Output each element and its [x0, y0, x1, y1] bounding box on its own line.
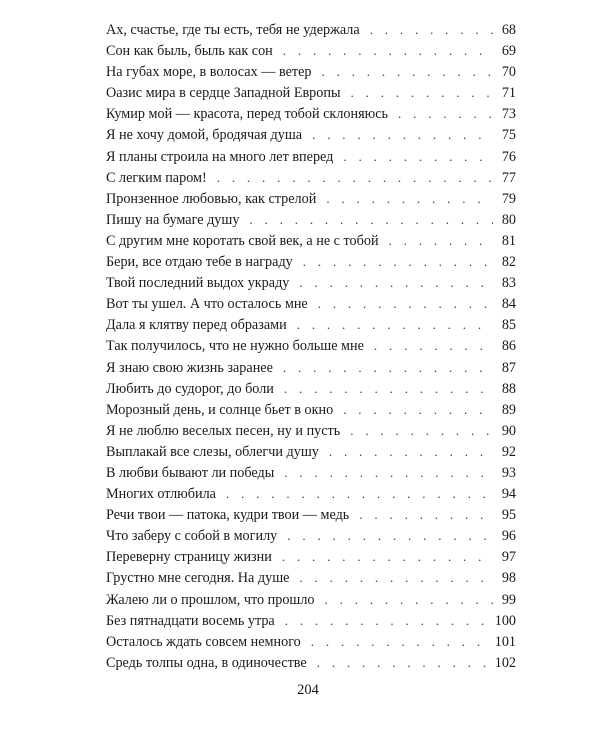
toc-entry-page: 97 [501, 549, 516, 566]
dot-leader [329, 441, 493, 462]
dot-leader [217, 167, 493, 188]
toc-entry [106, 483, 516, 504]
toc-entry [106, 504, 516, 525]
dot-leader [350, 420, 493, 441]
toc-entry-page: 79 [501, 190, 516, 207]
dot-leader [287, 525, 493, 546]
table-of-contents [106, 19, 516, 673]
toc-entry [106, 589, 516, 610]
toc-entry-page: 70 [501, 64, 516, 81]
toc-entry [106, 399, 516, 420]
toc-entry-title: Что заберу с собой в могилу [106, 528, 278, 545]
dot-leader [285, 610, 490, 631]
dot-leader [389, 230, 493, 251]
dot-leader [398, 103, 493, 124]
toc-entry [106, 631, 516, 652]
toc-entry-title: Кумир мой — красота, перед тобой склоняюсь [106, 106, 388, 123]
toc-entry-title: Многих отлюбила [106, 486, 216, 503]
toc-entry-title: Бери, все отдаю тебе в награду [106, 254, 293, 271]
toc-entry-page: 100 [494, 612, 516, 629]
toc-entry [106, 272, 516, 293]
toc-entry-title: Я не люблю веселых песен, ну и пусть [106, 422, 341, 439]
toc-entry [106, 610, 516, 631]
toc-entry-title: Переверну страницу жизни [106, 549, 272, 566]
toc-entry-page: 69 [501, 43, 516, 60]
toc-entry [106, 103, 516, 124]
toc-entry-page: 71 [501, 85, 516, 102]
dot-leader [284, 462, 493, 483]
toc-entry [106, 357, 516, 378]
dot-leader [299, 272, 493, 293]
toc-entry [106, 441, 516, 462]
toc-entry [106, 124, 516, 145]
toc-entry-page: 81 [501, 232, 516, 249]
toc-entry-title: Средь толпы одна, в одиночестве [106, 654, 307, 671]
toc-entry-page: 84 [501, 296, 516, 313]
toc-entry [106, 61, 516, 82]
toc-entry [106, 652, 516, 673]
toc-entry-page: 99 [501, 591, 516, 608]
toc-entry-title: Ах, счастье, где ты есть, тебя не удержала [106, 22, 360, 38]
toc-entry-page: 75 [501, 127, 516, 144]
dot-leader [303, 251, 493, 272]
toc-entry-title: Вот ты ушел. А что осталось мне [106, 296, 308, 313]
toc-entry-page: 76 [501, 148, 516, 165]
toc-entry-page: 102 [494, 654, 516, 671]
toc-entry-title: Без пятнадцати восемь утра [106, 612, 275, 629]
dot-leader [249, 209, 493, 230]
toc-entry [106, 293, 516, 314]
toc-entry-title: На губах море, в волосах — ветер [106, 64, 312, 81]
toc-entry-title: Пишу на бумаге душу [106, 211, 240, 228]
toc-entry [106, 209, 516, 230]
toc-entry-title: Речи твои — патока, кудри твои — медь [106, 507, 350, 524]
toc-entry-page: 89 [501, 401, 516, 418]
toc-entry [106, 378, 516, 399]
dot-leader [283, 40, 493, 61]
dot-leader [283, 357, 493, 378]
toc-entry-title: Оазис мира в сердце Западной Европы [106, 85, 341, 102]
toc-entry-title: С другим мне коротать свой век, а не с тобой [106, 232, 379, 249]
toc-entry-title: Пронзенное любовью, как стрелой [106, 190, 317, 207]
toc-entry-page: 92 [501, 443, 516, 460]
dot-leader [370, 19, 493, 40]
dot-leader [374, 335, 493, 356]
toc-entry-title: В любви бывают ли победы [106, 464, 275, 481]
dot-leader [226, 483, 493, 504]
dot-leader [297, 314, 493, 335]
dot-leader [325, 589, 493, 610]
toc-entry [106, 546, 516, 567]
toc-entry-page: 88 [501, 380, 516, 397]
toc-entry-title: Грустно мне сегодня. На душе [106, 570, 290, 587]
dot-leader [343, 146, 493, 167]
toc-entry-page: 94 [501, 486, 516, 503]
dot-leader [312, 124, 493, 145]
toc-entry [106, 230, 516, 251]
toc-entry [106, 82, 516, 103]
toc-entry-page: 85 [501, 317, 516, 334]
toc-entry-page: 101 [494, 633, 516, 650]
toc-entry-title: Выплакай все слезы, облегчи душу [106, 443, 319, 460]
toc-entry-title: Я знаю свою жизнь заранее [106, 359, 273, 376]
toc-entry [106, 167, 516, 188]
toc-entry-title: Жалею ли о прошлом, что прошло [106, 591, 315, 608]
toc-entry [106, 567, 516, 588]
toc-entry-page: 98 [501, 570, 516, 587]
toc-entry [106, 525, 516, 546]
dot-leader [299, 567, 493, 588]
dot-leader [343, 399, 493, 420]
toc-entry [106, 462, 516, 483]
page-number: 204 [297, 682, 319, 698]
toc-entry-page: 82 [501, 254, 516, 271]
toc-entry-title: Любить до судорог, до боли [106, 380, 274, 397]
toc-entry [106, 420, 516, 441]
toc-entry [106, 251, 516, 272]
toc-entry-page: 86 [501, 338, 516, 355]
dot-leader [317, 652, 490, 673]
dot-leader [326, 188, 493, 209]
dot-leader [282, 546, 493, 567]
dot-leader [359, 504, 493, 525]
toc-entry-page: 90 [501, 422, 516, 439]
toc-entry [106, 314, 516, 335]
dot-leader [318, 293, 493, 314]
toc-entry-page: 80 [501, 211, 516, 228]
toc-entry [106, 19, 516, 40]
toc-entry-title: Я не хочу домой, бродячая душа [106, 127, 303, 144]
toc-entry [106, 40, 516, 61]
toc-entry-page: 83 [501, 275, 516, 292]
dot-leader [351, 82, 494, 103]
toc-entry-page: 68 [501, 22, 516, 38]
toc-entry-title: Твой последний выдох украду [106, 275, 290, 292]
toc-entry-page: 73 [501, 106, 516, 123]
toc-entry [106, 335, 516, 356]
toc-entry-page: 95 [501, 507, 516, 524]
toc-entry [106, 188, 516, 209]
toc-entry-title: Сон как быль, быль как сон [106, 43, 273, 60]
toc-entry-page: 77 [501, 169, 516, 186]
dot-leader [321, 61, 493, 82]
dot-leader [311, 631, 490, 652]
dot-leader [284, 378, 493, 399]
toc-entry-page: 87 [501, 359, 516, 376]
toc-entry-page: 96 [501, 528, 516, 545]
toc-entry-page: 93 [501, 464, 516, 481]
toc-entry-title: Я планы строила на много лет вперед [106, 148, 334, 165]
toc-entry-title: Морозный день, и солнце бьет в окно [106, 401, 334, 418]
toc-entry-title: С легким паром! [106, 169, 207, 186]
toc-entry-title: Так получилось, что не нужно больше мне [106, 338, 364, 355]
toc-entry-title: Дала я клятву перед образами [106, 317, 287, 334]
toc-entry-title: Осталось ждать совсем немного [106, 633, 301, 650]
toc-entry [106, 146, 516, 167]
